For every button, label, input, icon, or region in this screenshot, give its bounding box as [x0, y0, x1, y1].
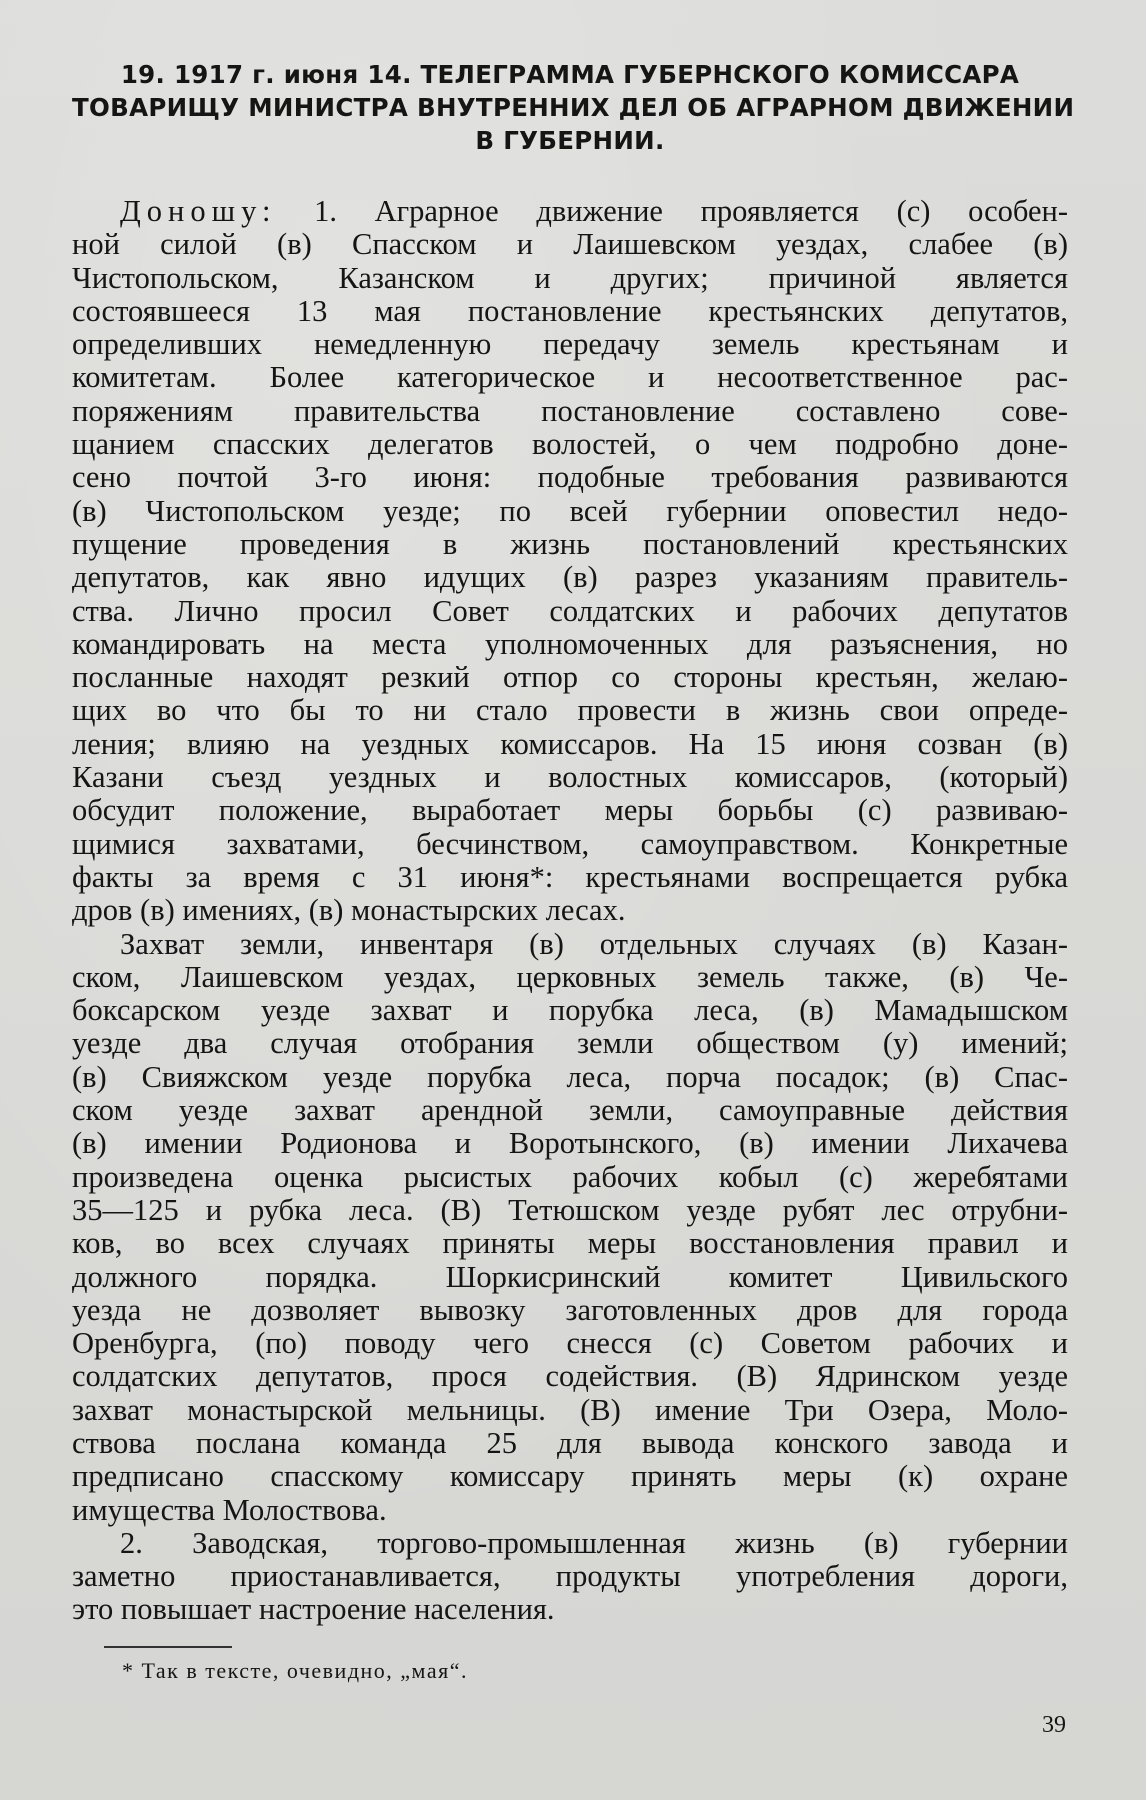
text-line: (в) имении Родионова и Воротынского, (в) имении Лихачева	[72, 1126, 1068, 1161]
text-line: Оренбурга, (по) поводу чего снесся (с) Советом рабочих и	[72, 1326, 1068, 1361]
text-line: щих во что бы то ни стало провести в жизнь свои опреде-	[72, 693, 1068, 728]
text-line: (в) Свияжском уезде порубка леса, порча посадок; (в) Спас-	[72, 1059, 1068, 1094]
text-line: ной силой (в) Спасском и Лаишевском уездах, слабее (в)	[72, 227, 1068, 262]
text-line: уезде два случая отобрания земли обществом (у) имений;	[72, 1026, 1068, 1061]
document-heading	[72, 58, 1075, 157]
text-line: дров (в) имениях, (в) монастырских лесах.	[72, 893, 626, 928]
text-line: ском уезде захват арендной земли, самоуправные действия	[72, 1093, 1068, 1128]
text-line-rest: 1. Аграрное движение проявляется (с) особен-	[276, 194, 1068, 228]
text-line: посланные находят резкий отпор со стороны крестьян, желаю-	[72, 660, 1068, 695]
text-line	[72, 195, 1068, 228]
document-body	[72, 195, 1068, 1627]
text-line: щанием спасских делегатов волостей, о чем подробно доне-	[72, 427, 1068, 462]
text-line: должного порядка. Шоркисринский комитет Цивильского	[72, 1259, 1068, 1294]
text-line: факты за время с 31 июня*: крестьянами воспрещается рубка	[72, 859, 1068, 894]
text-line: заметно приостанавливается, продукты употребления дороги,	[72, 1559, 1068, 1594]
text-line: обсудит положение, выработает меры борьбы (с) развиваю-	[72, 793, 1068, 828]
footnote-divider	[104, 1646, 232, 1648]
text-line: щимися захватами, бесчинством, самоуправством. Конкретные	[72, 826, 1068, 861]
text-line: пущение проведения в жизнь постановлений крестьянских	[72, 526, 1068, 561]
heading-line: ТОВАРИЩУ МИНИСТРА ВНУТРЕННИХ ДЕЛ ОБ АГРАРНОМ ДВИЖЕНИИ	[72, 93, 1075, 122]
text-line: комитетам. Более категорическое и несоответственное рас-	[72, 360, 1068, 395]
text-line: Казани съезд уездных и волостных комиссаров, (который)	[72, 760, 1068, 795]
text-line: захват монастырской мельницы. (В) имение Три Озера, Моло-	[72, 1392, 1068, 1427]
heading-line: 19. 1917 г. июня 14. ТЕЛЕГРАММА ГУБЕРНСКОГО КОМИССАРА	[120, 60, 1020, 89]
text-line: ства. Лично просил Совет солдатских и рабочих депутатов	[72, 593, 1068, 628]
text-line: сено почтой 3-го июня: подобные требования развиваются	[72, 460, 1068, 495]
footnote: * Так в тексте, очевидно, „мая“.	[122, 1658, 468, 1683]
text-line: уезда не дозволяет вывозку заготовленных дров для города	[72, 1292, 1068, 1327]
text-line: состоявшееся 13 мая постановление крестьянских депутатов,	[72, 293, 1068, 328]
text-line: предписано спасскому комиссару принять меры (к) охране	[72, 1459, 1068, 1494]
text-line: имущества Молоствова.	[72, 1492, 387, 1527]
text-line: Захват земли, инвентаря (в) отдельных случаях (в) Казан-	[120, 926, 1068, 961]
heading-line: В ГУБЕРНИИ.	[475, 126, 665, 155]
text-line: командировать на места уполномоченных для разъяснения, но	[72, 626, 1068, 661]
text-line: это повышает настроение населения.	[72, 1592, 555, 1627]
page-number: 39	[1042, 1712, 1066, 1738]
text-line: депутатов, как явно идущих (в) разрез указаниям правитель-	[72, 560, 1068, 595]
text-line: Чистопольском, Казанском и других; причиной является	[72, 260, 1068, 295]
text-line: произведена оценка рысистых рабочих кобыл (с) жеребятами	[72, 1159, 1068, 1194]
paragraph-2	[72, 928, 1068, 1527]
text-line: поряжениям правительства постановление составлено сове-	[72, 393, 1068, 428]
text-line: ствова послана команда 25 для вывода конского завода и	[72, 1425, 1068, 1460]
text-line: (в) Чистопольском уезде; по всей губернии оповестил недо-	[72, 493, 1068, 528]
text-line: ском, Лаишевском уездах, церковных земель также, (в) Че-	[72, 959, 1068, 994]
text-line: ков, во всех случаях приняты меры восстановления правил и	[72, 1226, 1068, 1261]
text-line: солдатских депутатов, прося содействия. (В) Ядринском уезде	[72, 1359, 1068, 1394]
text-line: боксарском уезде захват и порубка леса, (в) Мамадышском	[72, 993, 1068, 1028]
text-line: 2. Заводская, торгово-промышленная жизнь (в) губернии	[120, 1525, 1068, 1560]
text-line: ления; влияю на уездных комиссаров. На 15 июня созван (в)	[72, 726, 1068, 761]
lead-word: Доношу:	[120, 194, 277, 228]
text-line: определивших немедленную передачу земель крестьянам и	[72, 327, 1068, 362]
paragraph-1	[72, 195, 1068, 928]
text-line: 35—125 и рубка леса. (В) Тетюшском уезде рубят лес отрубни-	[72, 1192, 1068, 1227]
paragraph-3	[72, 1527, 1068, 1627]
